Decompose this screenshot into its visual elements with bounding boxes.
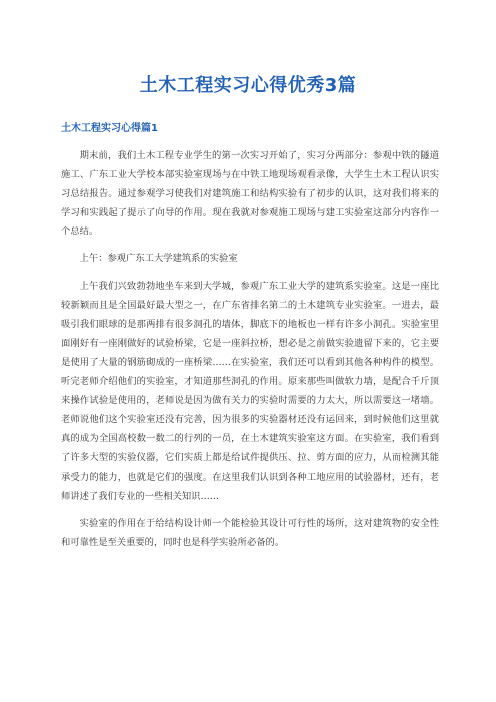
document-title: 土木工程实习心得优秀3篇: [139, 75, 357, 96]
section-heading: 土木工程实习心得篇1: [61, 123, 158, 134]
paragraph-subheading: 上午：参观广东工大学建筑系的实验室: [79, 253, 238, 265]
paragraph-lab-purpose: 实验室的作用在于给结构设计师一个能检验其设计可行性的场所，这对建筑物的安全性和可靠性是至关重要的，同时也是科学实验所必备的。: [61, 517, 439, 548]
document-body: [61, 146, 439, 552]
paragraph-intro: 期末前，我们土木工程专业学生的第一次实习开始了，实习分两部分：参观中铁的隧道施工、广东工业大学校本部实验室现场与在中铁工地现场观看录像，大学生土木工程认识实习总结报告。通过参观学习使我们对建筑施工和结构实验有了初步的认识，这对我们将来的学习和实践起了提示了向导的作用。现在我就对参观施工现场与建工实验室这部分内容作一个总结。: [61, 150, 439, 238]
paragraph-lab-visit: 上午我们兴致勃勃地坐车来到大学城，参观广东工业大学的建筑系实验室。这是一座比较新颖而且是全国最好最大型之一，在广东省排名第二的土木建筑专业实验室。一进去，最吸引我们眼球的是那两排有很多洞孔的墙体，脚底下的地板也一样有许多小洞孔。实验室里面刚好有一座刚做好的试验桥梁，它是一座斜拉桥，想必是之前做实验遗留下来的，它主要是使用了大量的钢筋砌成的一座桥梁……在实验室，我们还可以看到其他各种构件的模型。听完老师介绍他们的实验室，才知道那些洞孔的作用。原来那些叫做软力墙，是配合千斤顶来操作试验是使用的，老师说是因为做有关力的实验时需要的力太大，所以需要这一堵墙。老师说他们这个实验室还没有完善，因为很多的实验器材还没有运回来，到时候他们这里就真的成为全国高校数一数二的行列的一员，在土木建筑实验室这方面。在实验室，我们看到了许多大型的实验仪器，它们实质上都是给试件提供压、拉、剪方面的应力，从而检测其能承受力的能力，也就是它们的强度。在这里我们认识到各种工地应用的试验器材，还有，老师讲述了我们专业的一些相关知识……: [61, 280, 439, 502]
